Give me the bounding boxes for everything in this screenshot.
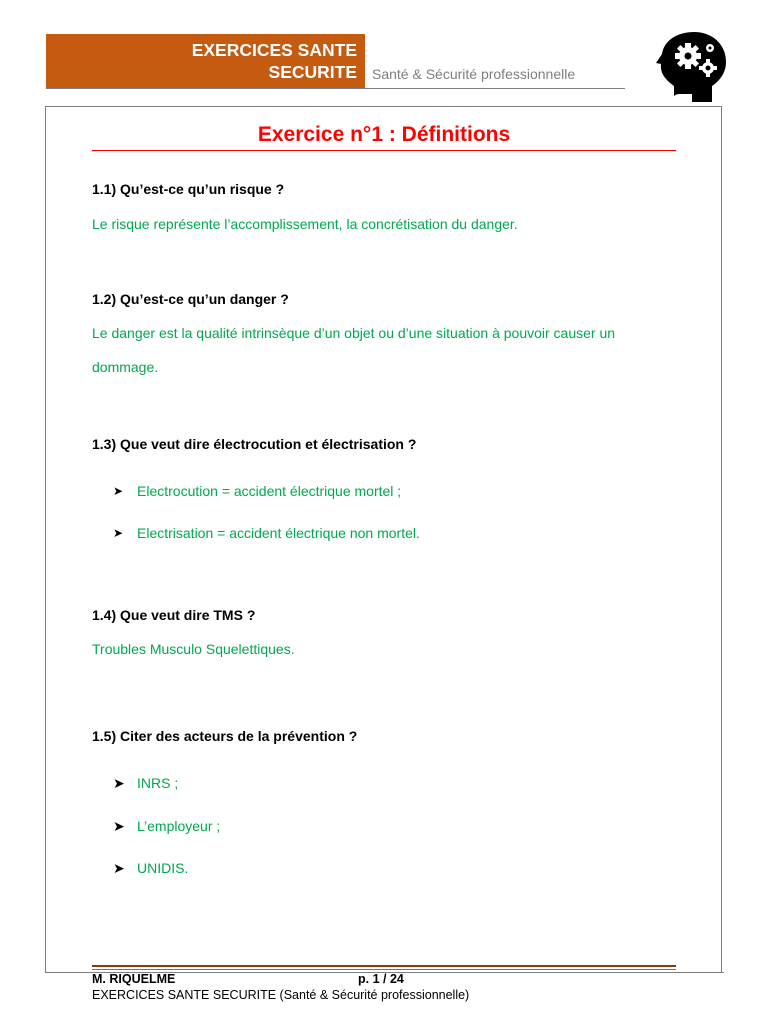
title-underline	[92, 150, 676, 151]
header-title-line2: SECURITE	[268, 62, 357, 82]
question-1-1: 1.1) Qu’est-ce qu’un risque ?	[92, 181, 285, 197]
footer-author: M. RIQUELME	[92, 972, 176, 986]
bullet-text: Electrisation = accident électrique non mortel.	[137, 525, 420, 541]
list-item	[113, 524, 420, 542]
header-subtitle: Santé & Sécurité professionnelle	[372, 66, 576, 82]
list-item	[113, 817, 220, 835]
header-title	[192, 39, 357, 83]
header-rule	[46, 88, 625, 89]
question-1-5: 1.5) Citer des acteurs de la prévention ?	[92, 728, 358, 744]
list-item	[113, 774, 178, 792]
answer-1-2: Le danger est la qualité intrinsèque d’un objet ou d’une situation à pouvoir causer un dommage.	[92, 325, 616, 375]
footer-rule-thin	[92, 969, 676, 970]
header-title-line1: EXERCICES SANTE	[191, 40, 357, 60]
bullet-text: L’employeur ;	[137, 818, 221, 834]
head-gears-icon	[652, 30, 730, 106]
exercise-title: Exercice n°1 : Définitions	[257, 123, 511, 146]
bullet-text: INRS ;	[137, 775, 179, 791]
arrow-bullet-icon: ➤	[113, 818, 125, 834]
list-item	[113, 482, 401, 500]
question-1-3: 1.3) Que veut dire électrocution et électrisation ?	[92, 436, 417, 452]
footer-rule-thick	[92, 965, 676, 967]
question-1-4: 1.4) Que veut dire TMS ?	[92, 607, 256, 623]
arrow-bullet-icon: ➤	[113, 775, 125, 791]
bullet-text: Electrocution = accident électrique mortel ;	[137, 483, 402, 499]
footer-page-number: p. 1 / 24	[358, 972, 404, 986]
arrow-bullet-icon: ➤	[113, 484, 124, 498]
header-banner	[46, 34, 365, 89]
question-1-2: 1.2) Qu’est-ce qu’un danger ?	[92, 291, 289, 307]
answer-1-4: Troubles Musculo Squelettiques.	[92, 641, 295, 657]
answer-1-1: Le risque représente l’accomplissement, la concrétisation du danger.	[92, 216, 518, 232]
bullet-text: UNIDIS.	[137, 860, 189, 876]
arrow-bullet-icon: ➤	[113, 526, 124, 540]
arrow-bullet-icon: ➤	[113, 860, 125, 876]
footer-document-title: EXERCICES SANTE SECURITE (Santé & Sécurité professionnelle)	[92, 988, 470, 1002]
list-item	[113, 859, 188, 877]
